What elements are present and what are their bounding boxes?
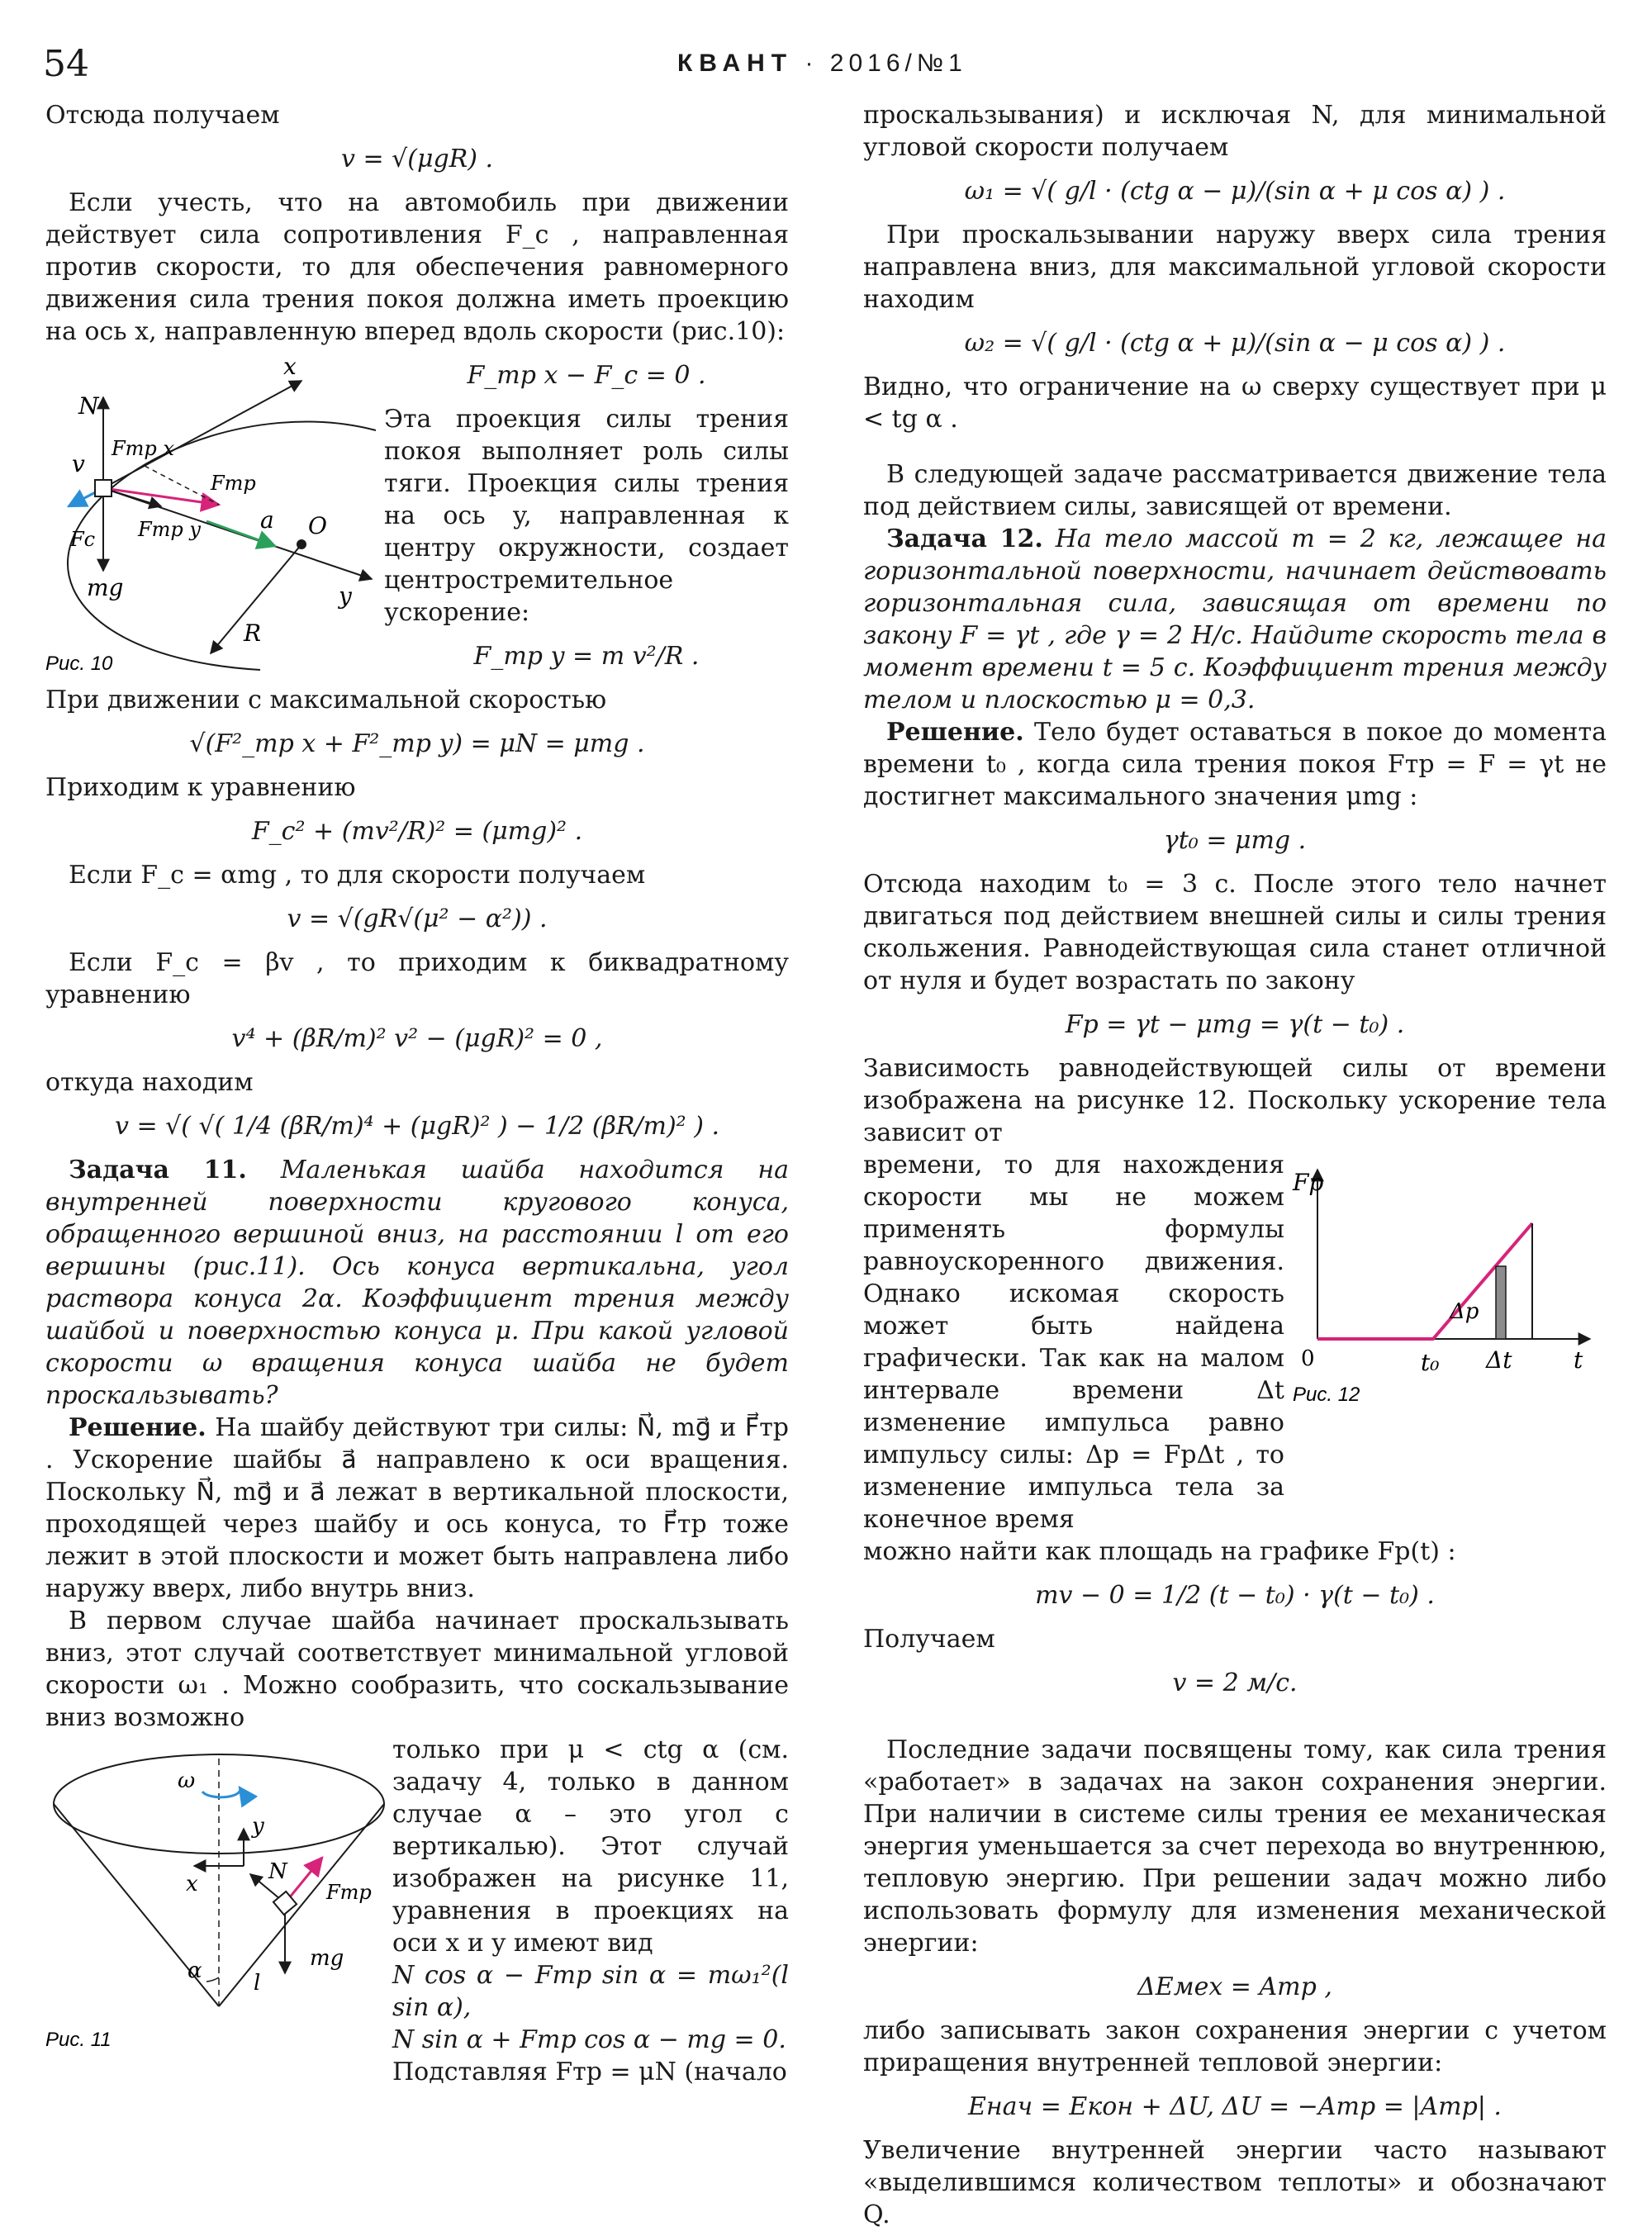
solution-11-text: На шайбу действуют три силы: N⃗, mg⃗ и F⃗тр . Ускорение шайбы a⃗ направлено к оси вращения. Поскольку N⃗, mg⃗ и a⃗ лежат в вертикальной плоскости, проходящей через шайбу и ось конуса, то F⃗тр тоже лежит в этой плоскости и может быть направлена либо наружу вверх, либо внутрь вниз. bbox=[45, 1413, 789, 1603]
fig12-label-zero: 0 bbox=[1301, 1346, 1315, 1371]
paragraph: Зависимость равнодействующей силы от времени изображена на рисунке 12. Поскольку ускорение тела зависит от bbox=[863, 1054, 1607, 1147]
figure-12-text bbox=[863, 1149, 1284, 1536]
fig12-label-t: t bbox=[1574, 1346, 1583, 1374]
figure-11-block bbox=[45, 1734, 789, 2088]
paragraph: Если F_c = αmg , то для скорости получаем bbox=[69, 861, 646, 890]
formula: √(F²_тр x + F²_тр y) = μN = μmg . bbox=[189, 729, 645, 758]
fig11-label-l: l bbox=[254, 1971, 261, 1996]
formula: mv − 0 = 1/2 (t − t₀) · γ(t − t₀) . bbox=[1035, 1581, 1435, 1610]
fig12-label-t0: t₀ bbox=[1421, 1349, 1440, 1376]
paragraph: Отсюда находим t₀ = 3 с. После этого тело начнет двигаться под действием внешней силы и силы трения скольжения. Равнодействующая сила станет отличной от нуля и будет возрастать по закону bbox=[863, 870, 1607, 995]
formula: γt₀ = μmg . bbox=[1163, 826, 1307, 855]
fig10-label-a: a bbox=[260, 506, 274, 534]
paragraph: Видно, что ограничение на ω сверху существует при μ < tg α . bbox=[863, 373, 1607, 434]
fig11-caption: Рис. 11 bbox=[45, 2029, 112, 2051]
paragraph: времени, то для нахождения скорости мы не можем применять формулы равноускоренного движения. Однако искомая скорость может быть найдена графически. Так как на малом интервале времени Δt изменение импульса равно импульсу силы: Δp = FрΔt , то изменение импульса тела за конечное время bbox=[863, 1151, 1284, 1534]
fig11-label-N: N bbox=[268, 1859, 287, 1884]
running-header bbox=[677, 50, 967, 78]
impulse-strip bbox=[1496, 1266, 1506, 1339]
issue-label: · 2016/№1 bbox=[805, 50, 967, 77]
formula: v⁴ + (βR/m)² v² − (μgR)² = 0 , bbox=[231, 1024, 603, 1053]
solution-12 bbox=[863, 716, 1607, 813]
figure-12-block bbox=[863, 1149, 1607, 1536]
task-11 bbox=[45, 1154, 789, 1412]
figure-12-chart bbox=[1284, 1149, 1607, 1413]
formula: Eнач = Eкон + ΔU, ΔU = −Aтр = |Aтр| . bbox=[968, 2092, 1502, 2121]
fig10-label-O: O bbox=[308, 512, 327, 539]
figure-10-diagram bbox=[45, 348, 384, 678]
paragraph: Если учесть, что на автомобиль при движении действует сила сопротивления F_c , направленная против скорости, то для обеспечения равномерного движения сила трения покоя должна иметь проекцию на ось x, направленную вперед вдоль скорости (рис.10): bbox=[45, 188, 789, 346]
paragraph: В первом случае шайба начинает проскальзывать вниз, этот случай соответствует минимальной угловой скорости ω₁ . Можно сообразить, что соскальзывание вниз возможно bbox=[45, 1607, 789, 1732]
solution-11 bbox=[45, 1412, 789, 1605]
fig11-label-mg: mg bbox=[310, 1946, 344, 1971]
paragraph: Отсюда получаем bbox=[45, 101, 280, 130]
figure-11-diagram bbox=[45, 1734, 392, 2056]
fig10-label-x: x bbox=[283, 353, 297, 380]
right-column bbox=[863, 99, 1607, 2231]
friction-force-arrow bbox=[103, 488, 219, 505]
paragraph: откуда находим bbox=[45, 1068, 254, 1097]
fig11-label-y: y bbox=[252, 1814, 264, 1839]
paragraph: проскальзывания) и исключая N, для минимальной угловой скорости получаем bbox=[863, 101, 1607, 162]
page-number: 54 bbox=[43, 43, 89, 85]
paragraph: При проскальзывании наружу вверх сила трения направлена вниз, для максимальной угловой скорости находим bbox=[863, 221, 1607, 314]
journal-title: КВАНТ bbox=[677, 50, 794, 77]
paragraph: Увеличение внутренней энергии часто называют «выделившимся количеством теплоты» и обозначают Q. bbox=[863, 2136, 1607, 2229]
formula: ω₁ = √( g/l · (ctg α − μ)/(sin α + μ cos α) ) . bbox=[964, 177, 1506, 206]
fig12-label-dt: Δt bbox=[1486, 1346, 1512, 1374]
formula: F_тр x − F_c = 0 . bbox=[467, 361, 706, 390]
fig10-label-v: v bbox=[72, 450, 85, 477]
solution-11-title: Решение. bbox=[69, 1413, 206, 1442]
paragraph: Эта проекция силы трения покоя выполняет роль силы тяги. Проекция силы трения на ось y, направленная к центру окружности, создает центростремительное ускорение: bbox=[384, 405, 789, 627]
fig11-label-Ftr: Fтр bbox=[326, 1881, 372, 1904]
fig10-label-Ftry: Fтр y bbox=[138, 518, 201, 541]
cone-rim bbox=[54, 1754, 384, 1854]
spacer bbox=[863, 1711, 1607, 1734]
fig11-label-x: x bbox=[186, 1872, 198, 1896]
paragraph: либо записывать закон сохранения энергии с учетом приращения внутренней тепловой энергии: bbox=[863, 2016, 1607, 2077]
fig10-label-y: y bbox=[339, 582, 352, 610]
solution-12-text: Тело будет оставаться в покое до момента времени t₀ , когда сила трения покоя Fтр = F = γt не достигнет максимального значения μmg : bbox=[863, 718, 1607, 811]
paragraph: В следующей задаче рассматривается движение тела под действием силы, зависящей от времени. bbox=[863, 460, 1607, 521]
formula: N cos α − Fтр sin α = mω₁²(l sin α), bbox=[392, 1961, 789, 2022]
task-12 bbox=[863, 523, 1607, 716]
fig10-label-Ftrx: Fтр x bbox=[112, 437, 174, 460]
paragraph: можно найти как площадь на графике Fр(t) : bbox=[863, 1537, 1456, 1566]
fig10-label-N: N bbox=[78, 392, 99, 420]
paragraph: только при μ < ctg α (см. задачу 4, только в данном случае α – это угол с вертикалью). Этот случай изображен на рисунке 11, уравнения в проекциях на оси x и y имеют вид bbox=[392, 1735, 789, 1958]
spacer bbox=[863, 435, 1607, 458]
task-12-text: На тело массой m = 2 кг, лежащее на горизонтальной поверхности, начинает действовать горизонтальная сила, зависящая от времени по закону F = γt , где γ = 2 Н/с. Найдите скорость тела в момент времени t = 5 с. Коэффициент трения между телом и плоскостью μ = 0,3. bbox=[863, 525, 1607, 714]
paragraph: Последние задачи посвящены тому, как сила трения «работает» в задачах на закон сохранения энергии. При наличии в системе силы трения ее механическая энергия уменьшается за счет перехода во внутреннюю, тепловую энергию. При решении задач можно либо использовать формулу для изменения механической энергии: bbox=[863, 1735, 1607, 1958]
formula: v = √( √( 1/4 (βR/m)⁴ + (μgR)² ) − 1/2 (βR/m)² ) . bbox=[114, 1112, 720, 1141]
fig10-label-R: R bbox=[244, 619, 262, 647]
paragraph: Если F_c = βv , то приходим к биквадратному уравнению bbox=[45, 948, 789, 1009]
formula: ΔEмех = Aтр , bbox=[1137, 1972, 1332, 2001]
task-11-title: Задача 11. bbox=[69, 1156, 247, 1184]
fig10-caption: Рис. 10 bbox=[45, 653, 113, 675]
formula: v = 2 м/с. bbox=[1172, 1669, 1298, 1697]
fig12-label-dp: Δp bbox=[1450, 1299, 1479, 1324]
figure-11-text bbox=[392, 1734, 789, 2088]
fig11-label-alpha: α bbox=[188, 1958, 202, 1983]
formula: F_тр y = m v²/R . bbox=[473, 642, 700, 671]
car-body bbox=[95, 480, 112, 496]
fig12-label-Fp: Fр bbox=[1293, 1169, 1324, 1196]
angle-arc bbox=[206, 1977, 219, 1982]
x-axis-arrow bbox=[103, 381, 301, 488]
fig11-label-omega: ω bbox=[178, 1768, 196, 1793]
figure-10-block bbox=[45, 348, 789, 684]
solution-12-title: Решение. bbox=[886, 718, 1024, 747]
formula: ω₂ = √( g/l · (ctg α + μ)/(sin α − μ cos α) ) . bbox=[964, 329, 1506, 358]
center-point bbox=[297, 539, 306, 549]
rotation-arrow bbox=[202, 1787, 240, 1797]
paragraph: Приходим к уравнению bbox=[45, 773, 356, 802]
formula: Fр = γt − μmg = γ(t − t₀) . bbox=[1065, 1010, 1405, 1039]
paragraph: При движении с максимальной скоростью bbox=[45, 686, 607, 714]
fig12-caption: Рис. 12 bbox=[1293, 1384, 1360, 1406]
fig10-label-Fc: Fc bbox=[70, 528, 96, 551]
formula: F_c² + (mv²/R)² = (μmg)² . bbox=[251, 817, 583, 846]
paragraph: Подставляя Fтр = μN (начало bbox=[392, 2058, 787, 2086]
task-11-text: Маленькая шайба находится на внутренней поверхности кругового конуса, обращенного вершиной вниз, на расстоянии l от его вершины (рис.11). Ось конуса вертикальна, угол раствора конуса 2α. Коэффициент трения между шайбой и поверхностью конуса μ. При какой угловой скорости ω вращения конуса шайба не будет проскальзывать? bbox=[45, 1156, 789, 1410]
fig10-label-Ftr: Fтр bbox=[211, 472, 256, 495]
task-12-title: Задача 12. bbox=[886, 525, 1043, 553]
fig10-label-mg: mg bbox=[87, 574, 124, 601]
paragraph: Получаем bbox=[863, 1625, 995, 1654]
left-column bbox=[45, 99, 789, 2088]
formula: v = √(gR√(μ² − α²)) . bbox=[287, 904, 548, 933]
formula: v = √(μgR) . bbox=[340, 145, 494, 173]
figure-10-text bbox=[384, 348, 789, 684]
formula: N sin α + Fтр cos α − mg = 0. bbox=[392, 2025, 786, 2054]
